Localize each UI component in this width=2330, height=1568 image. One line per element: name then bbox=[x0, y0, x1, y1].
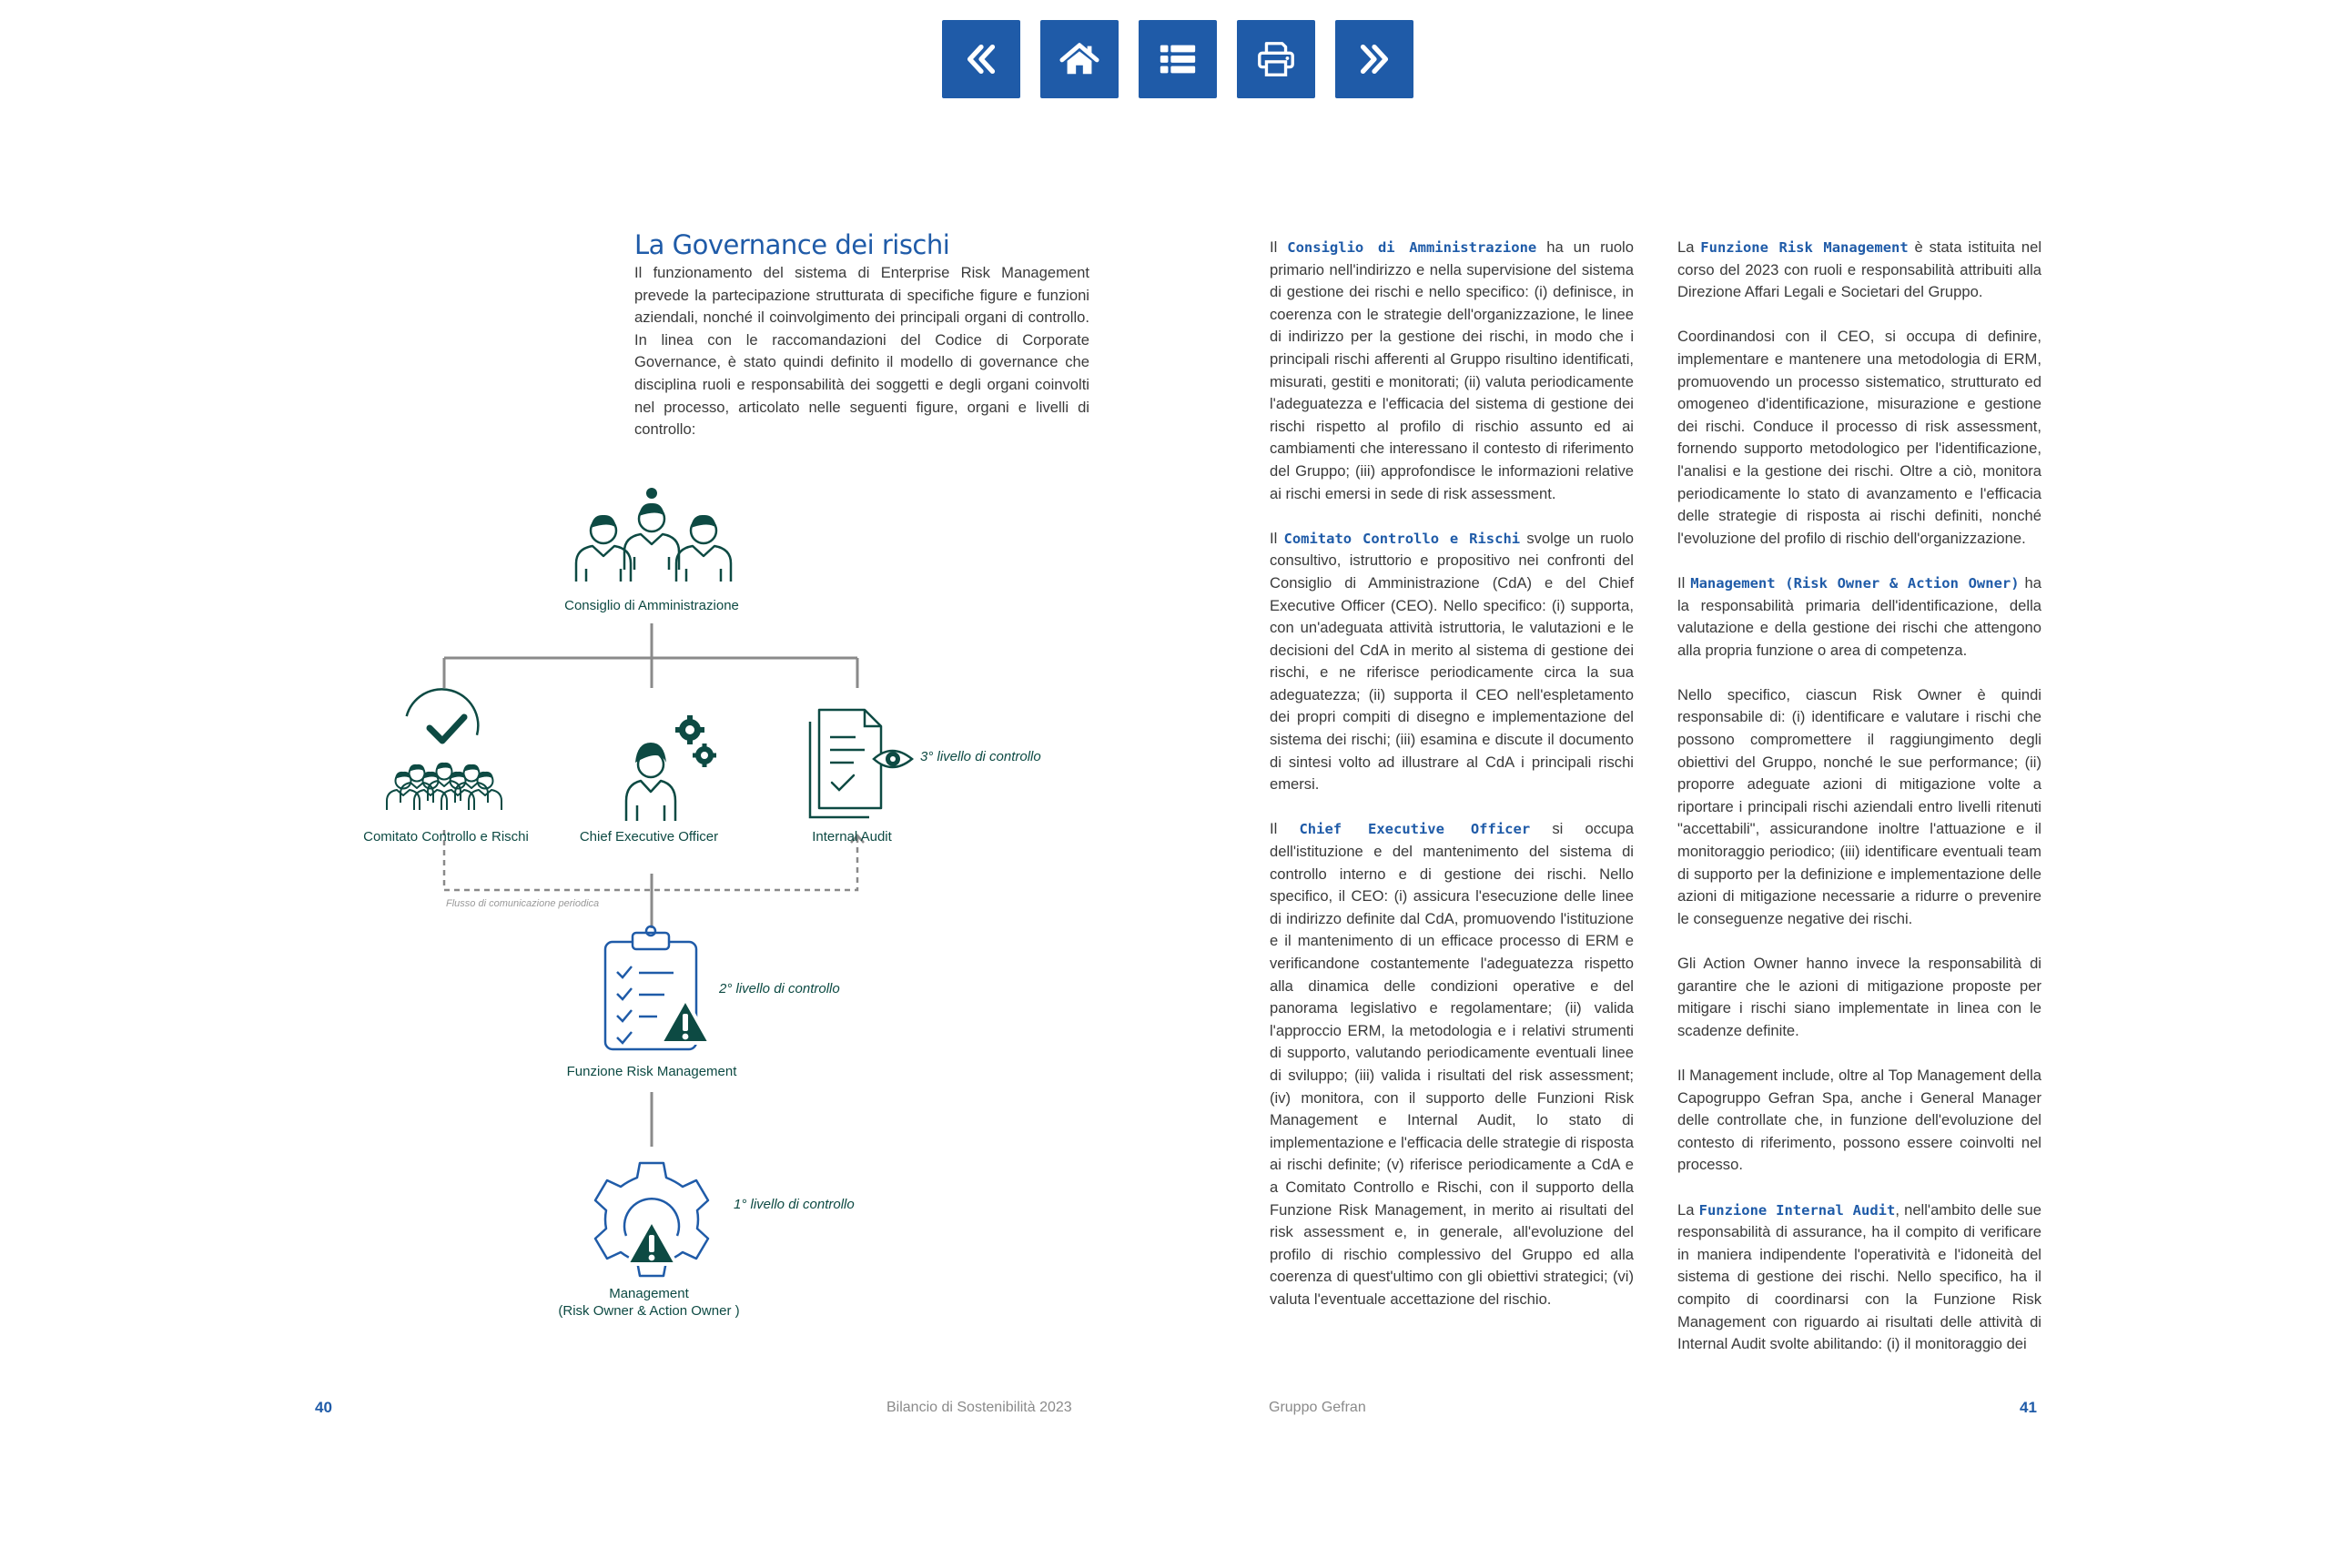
navigation-toolbar bbox=[942, 20, 1413, 98]
first-level-note: 1° livello di controllo bbox=[734, 1197, 855, 1212]
intro-paragraph: Il funzionamento del sistema di Enterprise Risk Management prevede la partecipazione strutturata di specifiche figure e funzioni aziendali, nonché il coinvolgimento dei principali organi di controllo. In linea con le raccomandazioni del Codice di Corporate Governance, è stato quindi definito il modello di governance che disciplina ruoli e responsabilità dei soggetti e degli organi coinvolti nel processo, articolato nelle seguenti figure, organi e livelli di controllo: bbox=[634, 264, 1089, 439]
left-page-number: 40 bbox=[315, 1399, 332, 1416]
management-paragraph: Il Management (Risk Owner & Action Owner) ha la responsabilità primaria dell'identificazione, della valutazione e della gestione dei rischi che attengono alla propria funzione o area di competenza. bbox=[1677, 573, 2041, 659]
management-heading: Management (Risk Owner & Action Owner) bbox=[1690, 574, 2020, 592]
section-title: La Governance dei rischi bbox=[634, 229, 950, 260]
internal-audit-paragraph: La Funzione Internal Audit, nell'ambito delle sue responsabilità di assurance, ha il compito di verificare in maniera indipendente l'operatività e l'idoneità del sistema di gestione dei rischi. Nello specifico, ha il compito di coordinarsi con la Funzione Risk Management con riguardo ai risultati delle attività di Internal Audit svolte abilitando: (i) il monitoraggio dei bbox=[1677, 1200, 2041, 1353]
ceo-icon bbox=[626, 715, 716, 821]
committee-icon bbox=[387, 681, 501, 810]
text-column-2 bbox=[1677, 237, 2041, 1378]
printer-icon bbox=[1255, 38, 1297, 80]
risk-function-details: Coordinandosi con il CEO, si occupa di definire, implementare e mantenere una metodologia di ERM, promuovendo un processo sistematico, strutturato ed omogeneo d'identificazione, misurazione e gestione dei rischi. Conduce il processo di risk assessment, fornendo supporto metodologico per l'identificazione, l'analisi e la gestione dei rischi. Oltre a ciò, monitora periodicamente lo stato di avanzamento e l'efficacia delle strategie di risposta ai rischi definiti, nonché l'evoluzione del profilo di rischio dell'organizzazione. bbox=[1677, 328, 2041, 547]
print-button[interactable] bbox=[1237, 20, 1315, 98]
management-gear-icon bbox=[595, 1163, 708, 1276]
home-button[interactable] bbox=[1040, 20, 1119, 98]
management-roles-label: (Risk Owner & Action Owner ) bbox=[558, 1303, 740, 1319]
double-chevron-left-icon bbox=[960, 38, 1002, 80]
risk-owner-paragraph: Nello specifico, ciascun Risk Owner è quindi responsabile di: (i) identificare e valutare i rischi che possono compromettere il raggiungimento degli obiettivi del Gruppo, nonché le sue performance; (ii) proporre adeguate azioni di mitigazione volte a riportare i principali rischi aziendali entro livelli ritenuti "accettabili", assicurandone inoltre l'attuazione e il monitoraggio periodico; (iii) identificare eventuali team di supporto per la definizione e implementazione delle azioni di mitigazione necessarie a ridurre o prevenire le conseguenze negative dei rischi. bbox=[1677, 685, 2041, 927]
management-label: Management bbox=[609, 1286, 689, 1301]
previous-page-button[interactable] bbox=[942, 20, 1020, 98]
risk-function-paragraph: La Funzione Risk Management è stata istituita nel corso del 2023 con ruoli e responsabilità attribuiti alla Direzione Affari Legali e Societari del Gruppo. bbox=[1677, 238, 2042, 301]
ceo-label: Chief Executive Officer bbox=[579, 829, 719, 845]
third-level-note: 3° livello di controllo bbox=[920, 749, 1041, 764]
board-paragraph: Il Consiglio di Amministrazione ha un ruolo primario nell'indirizzo e nella supervisione del sistema di gestione dei rischi e nello specifico: (i) definisce, in coerenza con le strategie dell'organizzazione, le linee di indirizzo per la gestione dei rischi, in modo che i principali rischi afferenti al Gruppo risultino identificati, misurati, gestiti e monitorati; (ii) valuta periodicamente l'adeguatezza e l'efficacia del sistema di gestione dei rischi rispetto al profilo di rischio assunto ed ai cambiamenti che interessano il contesto di riferimento del Gruppo; (iii) approfondisce le informazioni relative ai rischi emersi in sede di risk assessment. bbox=[1270, 238, 1634, 502]
risk-management-icon bbox=[605, 926, 710, 1049]
left-footer-text: Bilancio di Sostenibilità 2023 bbox=[886, 1400, 1072, 1415]
second-level-note: 2° livello di controllo bbox=[719, 981, 840, 996]
board-label: Consiglio di Amministrazione bbox=[564, 598, 739, 613]
internal-audit-heading: Funzione Internal Audit bbox=[1698, 1201, 1896, 1219]
ceo-heading: Chief Executive Officer bbox=[1299, 821, 1531, 838]
next-page-button[interactable] bbox=[1335, 20, 1413, 98]
list-icon bbox=[1157, 38, 1199, 80]
right-footer-text: Gruppo Gefran bbox=[1269, 1400, 1366, 1415]
table-of-contents-button[interactable] bbox=[1139, 20, 1217, 98]
committee-label: Comitato Controllo e Rischi bbox=[363, 829, 529, 845]
risk-management-label: Funzione Risk Management bbox=[566, 1064, 737, 1079]
action-owner-paragraph: Gli Action Owner hanno invece la responsabilità di garantire che le azioni di mitigazione proposte per mitigare i rischi siano implementate in linea con le scadenze definite. bbox=[1677, 955, 2041, 1039]
internal-audit-label: Internal Audit bbox=[812, 829, 892, 845]
communication-flow-note: Flusso di comunicazione periodica bbox=[446, 898, 600, 909]
text-column-1 bbox=[1270, 237, 1634, 1333]
committee-heading: Comitato Controllo e Rischi bbox=[1283, 530, 1521, 547]
committee-paragraph: Il Comitato Controllo e Rischi svolge un ruolo consultivo, istruttorio e propositivo nei confronti del Consiglio di Amministrazione (CdA) e del Chief Executive Officer (CEO). Nello specifico: (i) supporta, con un'adeguata attività istruttoria, le valutazioni e le decisioni del CdA in merito al sistema di gestione dei rischi, e ne riferisce periodicamente circa la sua adeguatezza; (ii) supporta il CEO nell'espletamento dei propri compiti di disegno e implementazione del sistema dei rischi; (iii) esamina e discute il documento di sintesi volto ad illustrare al CdA i principali rischi emersi. bbox=[1270, 529, 1634, 794]
governance-diagram bbox=[355, 473, 1083, 1347]
double-chevron-right-icon bbox=[1353, 38, 1395, 80]
home-icon bbox=[1059, 38, 1100, 80]
internal-audit-icon bbox=[810, 710, 912, 817]
board-heading: Consiglio di Amministrazione bbox=[1287, 239, 1537, 256]
ceo-paragraph: Il Chief Executive Officer si occupa dell'istituzione e del mantenimento del sistema di controllo interno e di gestione dei rischi. Nello specifico, il CEO: (i) assicura l'esecuzione delle linee di indirizzo definite dal CdA, promuovendo l'istituzione e il mantenimento di un efficace processo di ERM e verificandone costantemente l'adeguatezza rispetto alla dinamica delle condizioni operative e del panorama legislativo e regolamentare; (ii) valida l'approccio ERM, la metodologia e i relativi strumenti di supporto, valutando periodicamente eventuali linee di sviluppo; (iii) valida i risultati del risk assessment; (iv) monitora, con il supporto delle Funzioni Risk Management e Internal Audit, lo stato di implementazione e l'efficacia delle strategie di risposta ai rischi definite; (v) riferisce periodicamente a CdA e a Comitato Controllo e Rischi, con il supporto della Funzione Risk Management, in merito ai risultati del risk assessment e, in generale, all'evoluzione del profilo di rischio complessivo del Gruppo ed alla coerenza di quest'ultimo con gli obiettivi strategici; (vi) valuta l'eventuale accettazione del rischio. bbox=[1270, 820, 1634, 1308]
board-people-icon bbox=[576, 488, 731, 582]
management-scope-paragraph: Il Management include, oltre al Top Management della Capogruppo Gefran Spa, anche i General Manager delle controllate che, in funzione dell'evoluzione del contesto di riferimento, possono essere coinvolti nel processo. bbox=[1677, 1066, 2041, 1174]
right-page-number: 41 bbox=[2020, 1399, 2037, 1416]
risk-function-heading: Funzione Risk Management bbox=[1700, 239, 1909, 256]
